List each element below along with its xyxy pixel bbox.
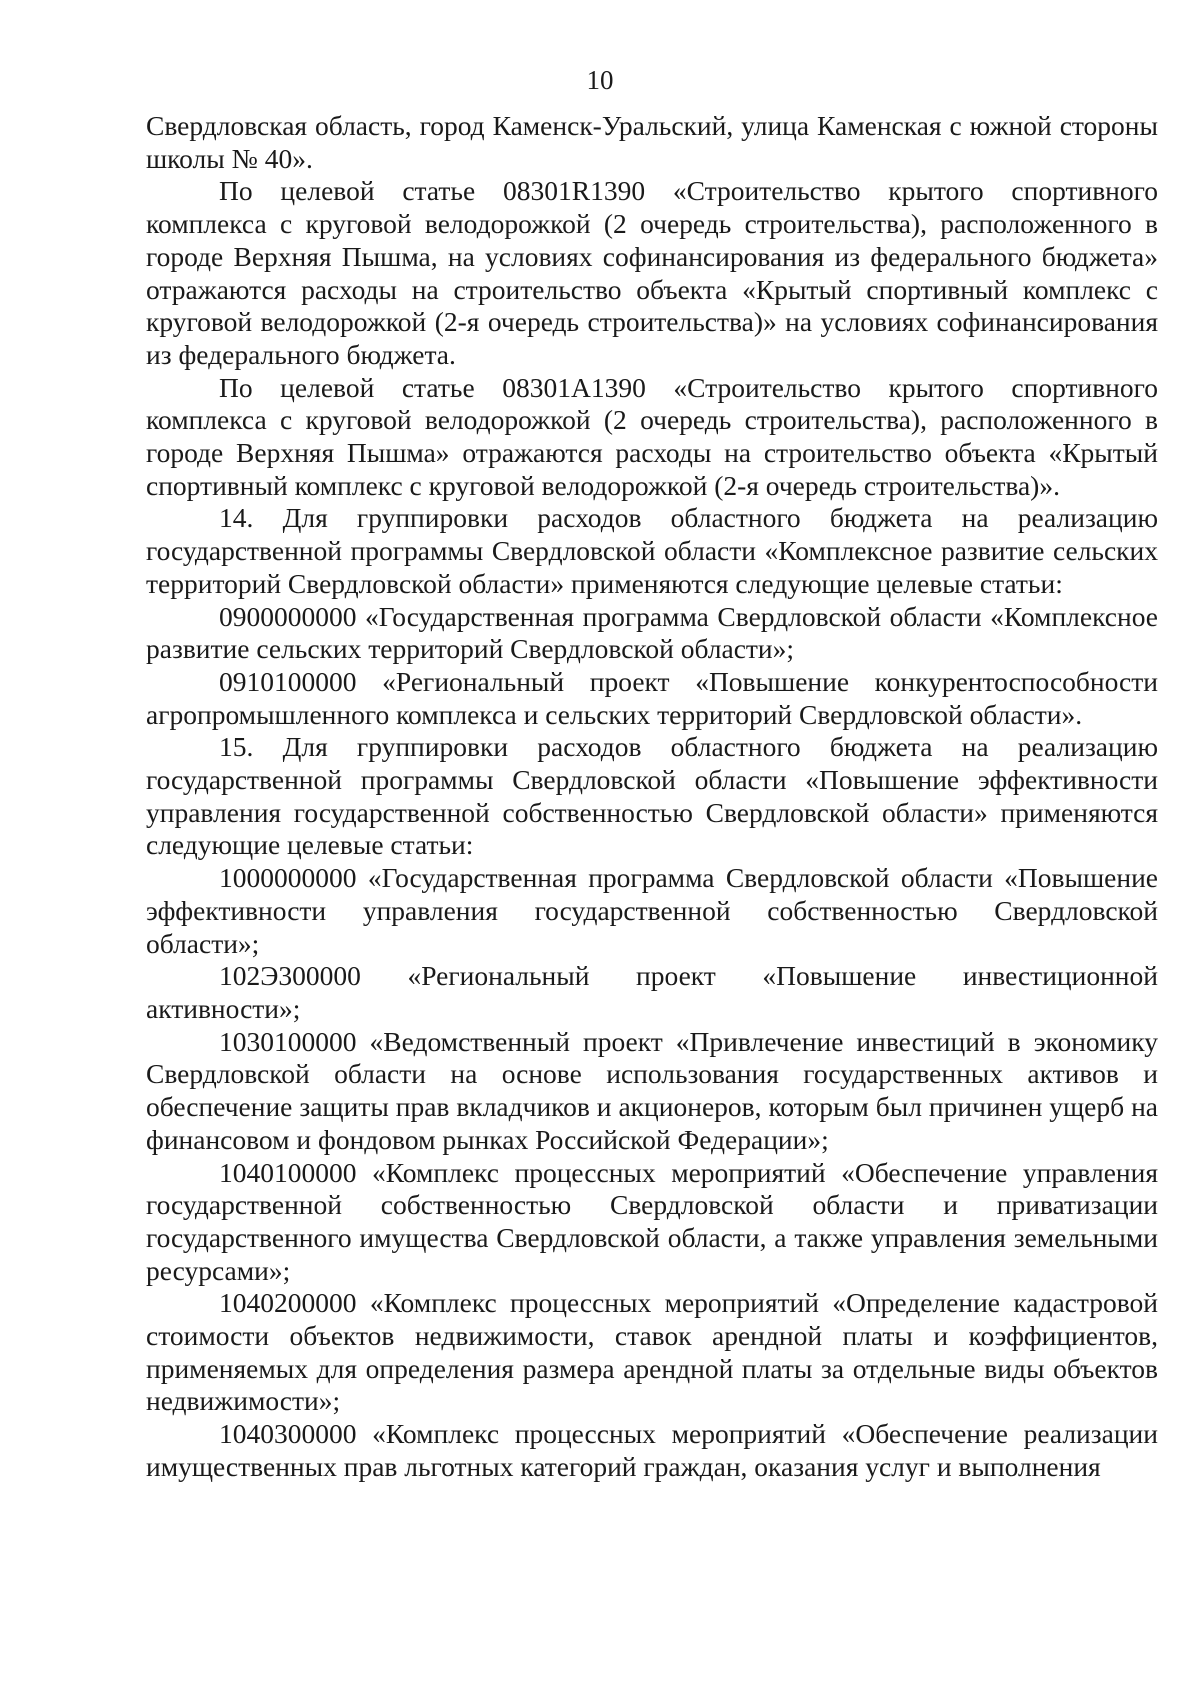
paragraph-code-1040300000: 1040300000 «Комплекс процессных мероприятий «Обеспечение реализации имущественных прав льготных категорий граждан, оказания услуг и выполнения <box>146 1418 1158 1482</box>
paragraph-continuation: Свердловская область, город Каменск-Уральский, улица Каменская с южной стороны школы № 40». <box>146 110 1158 174</box>
paragraph-item-15: 15. Для группировки расходов областного бюджета на реализацию государственной программы Свердловской области «Повышение эффективности управления государственной собственностью Свердловской области» применяются следующие целевые статьи: <box>146 731 1158 861</box>
paragraph-code-1040100000: 1040100000 «Комплекс процессных мероприятий «Обеспечение управления государственной собственностью Свердловской области и приватизации государственного имущества Свердловской области, а также управления земельными ресурсами»; <box>146 1156 1158 1286</box>
paragraph-code-0910100000: 0910100000 «Региональный проект «Повышение конкурентоспособности агропромышленного комплекса и сельских территорий Свердловской области». <box>146 665 1158 730</box>
paragraph-code-1040200000: 1040200000 «Комплекс процессных мероприятий «Определение кадастровой стоимости объектов недвижимости, ставок арендной платы и коэффициентов, применяемых для определения размера арендной платы за отдельные виды объектов недвижимости»; <box>146 1287 1158 1417</box>
paragraph-code-1030100000: 1030100000 «Ведомственный проект «Привлечение инвестиций в экономику Свердловской области на основе использования государственных активов и обеспечение защиты прав вкладчиков и акционеров, которым был причинен ущерб на финансовом и фондовом рынках Российской Федерации»; <box>146 1025 1158 1155</box>
paragraph-code-102E300000: 102Э300000 «Региональный проект «Повышение инвестиционной активности»; <box>146 960 1158 1024</box>
page-number: 10 <box>586 65 614 95</box>
paragraph-target-article-08301A1390: По целевой статье 08301А1390 «Строительство крытого спортивного комплекса с круговой велодорожкой (2 очередь строительства), расположенного в городе Верхняя Пышма» отражаются расходы на строительство объекта «Крытый спортивный комплекс с круговой велодорожкой (2-я очередь строительства)». <box>146 371 1158 501</box>
paragraph-code-1000000000: 1000000000 «Государственная программа Свердловской области «Повышение эффективности управления государственной собственностью Свердловской области»; <box>146 862 1158 959</box>
paragraph-target-article-08301R1390: По целевой статье 08301R1390 «Строительство крытого спортивного комплекса с круговой велодорожкой (2 очередь строительства), расположенного в городе Верхняя Пышма, на условиях софинансирования из федерального бюджета» отражаются расходы на строительство объекта «Крытый спортивный комплекс с круговой велодорожкой (2-я очередь строительства)» на условиях софинансирования из федерального бюджета. <box>146 175 1158 370</box>
paragraph-item-14: 14. Для группировки расходов областного бюджета на реализацию государственной программы Свердловской области «Комплексное развитие сельских территорий Свердловской области» применяются следующие целевые статьи: <box>146 502 1158 599</box>
paragraph-code-0900000000: 0900000000 «Государственная программа Свердловской области «Комплексное развитие сельских территорий Свердловской области»; <box>146 600 1158 665</box>
document-body <box>146 110 1158 1484</box>
